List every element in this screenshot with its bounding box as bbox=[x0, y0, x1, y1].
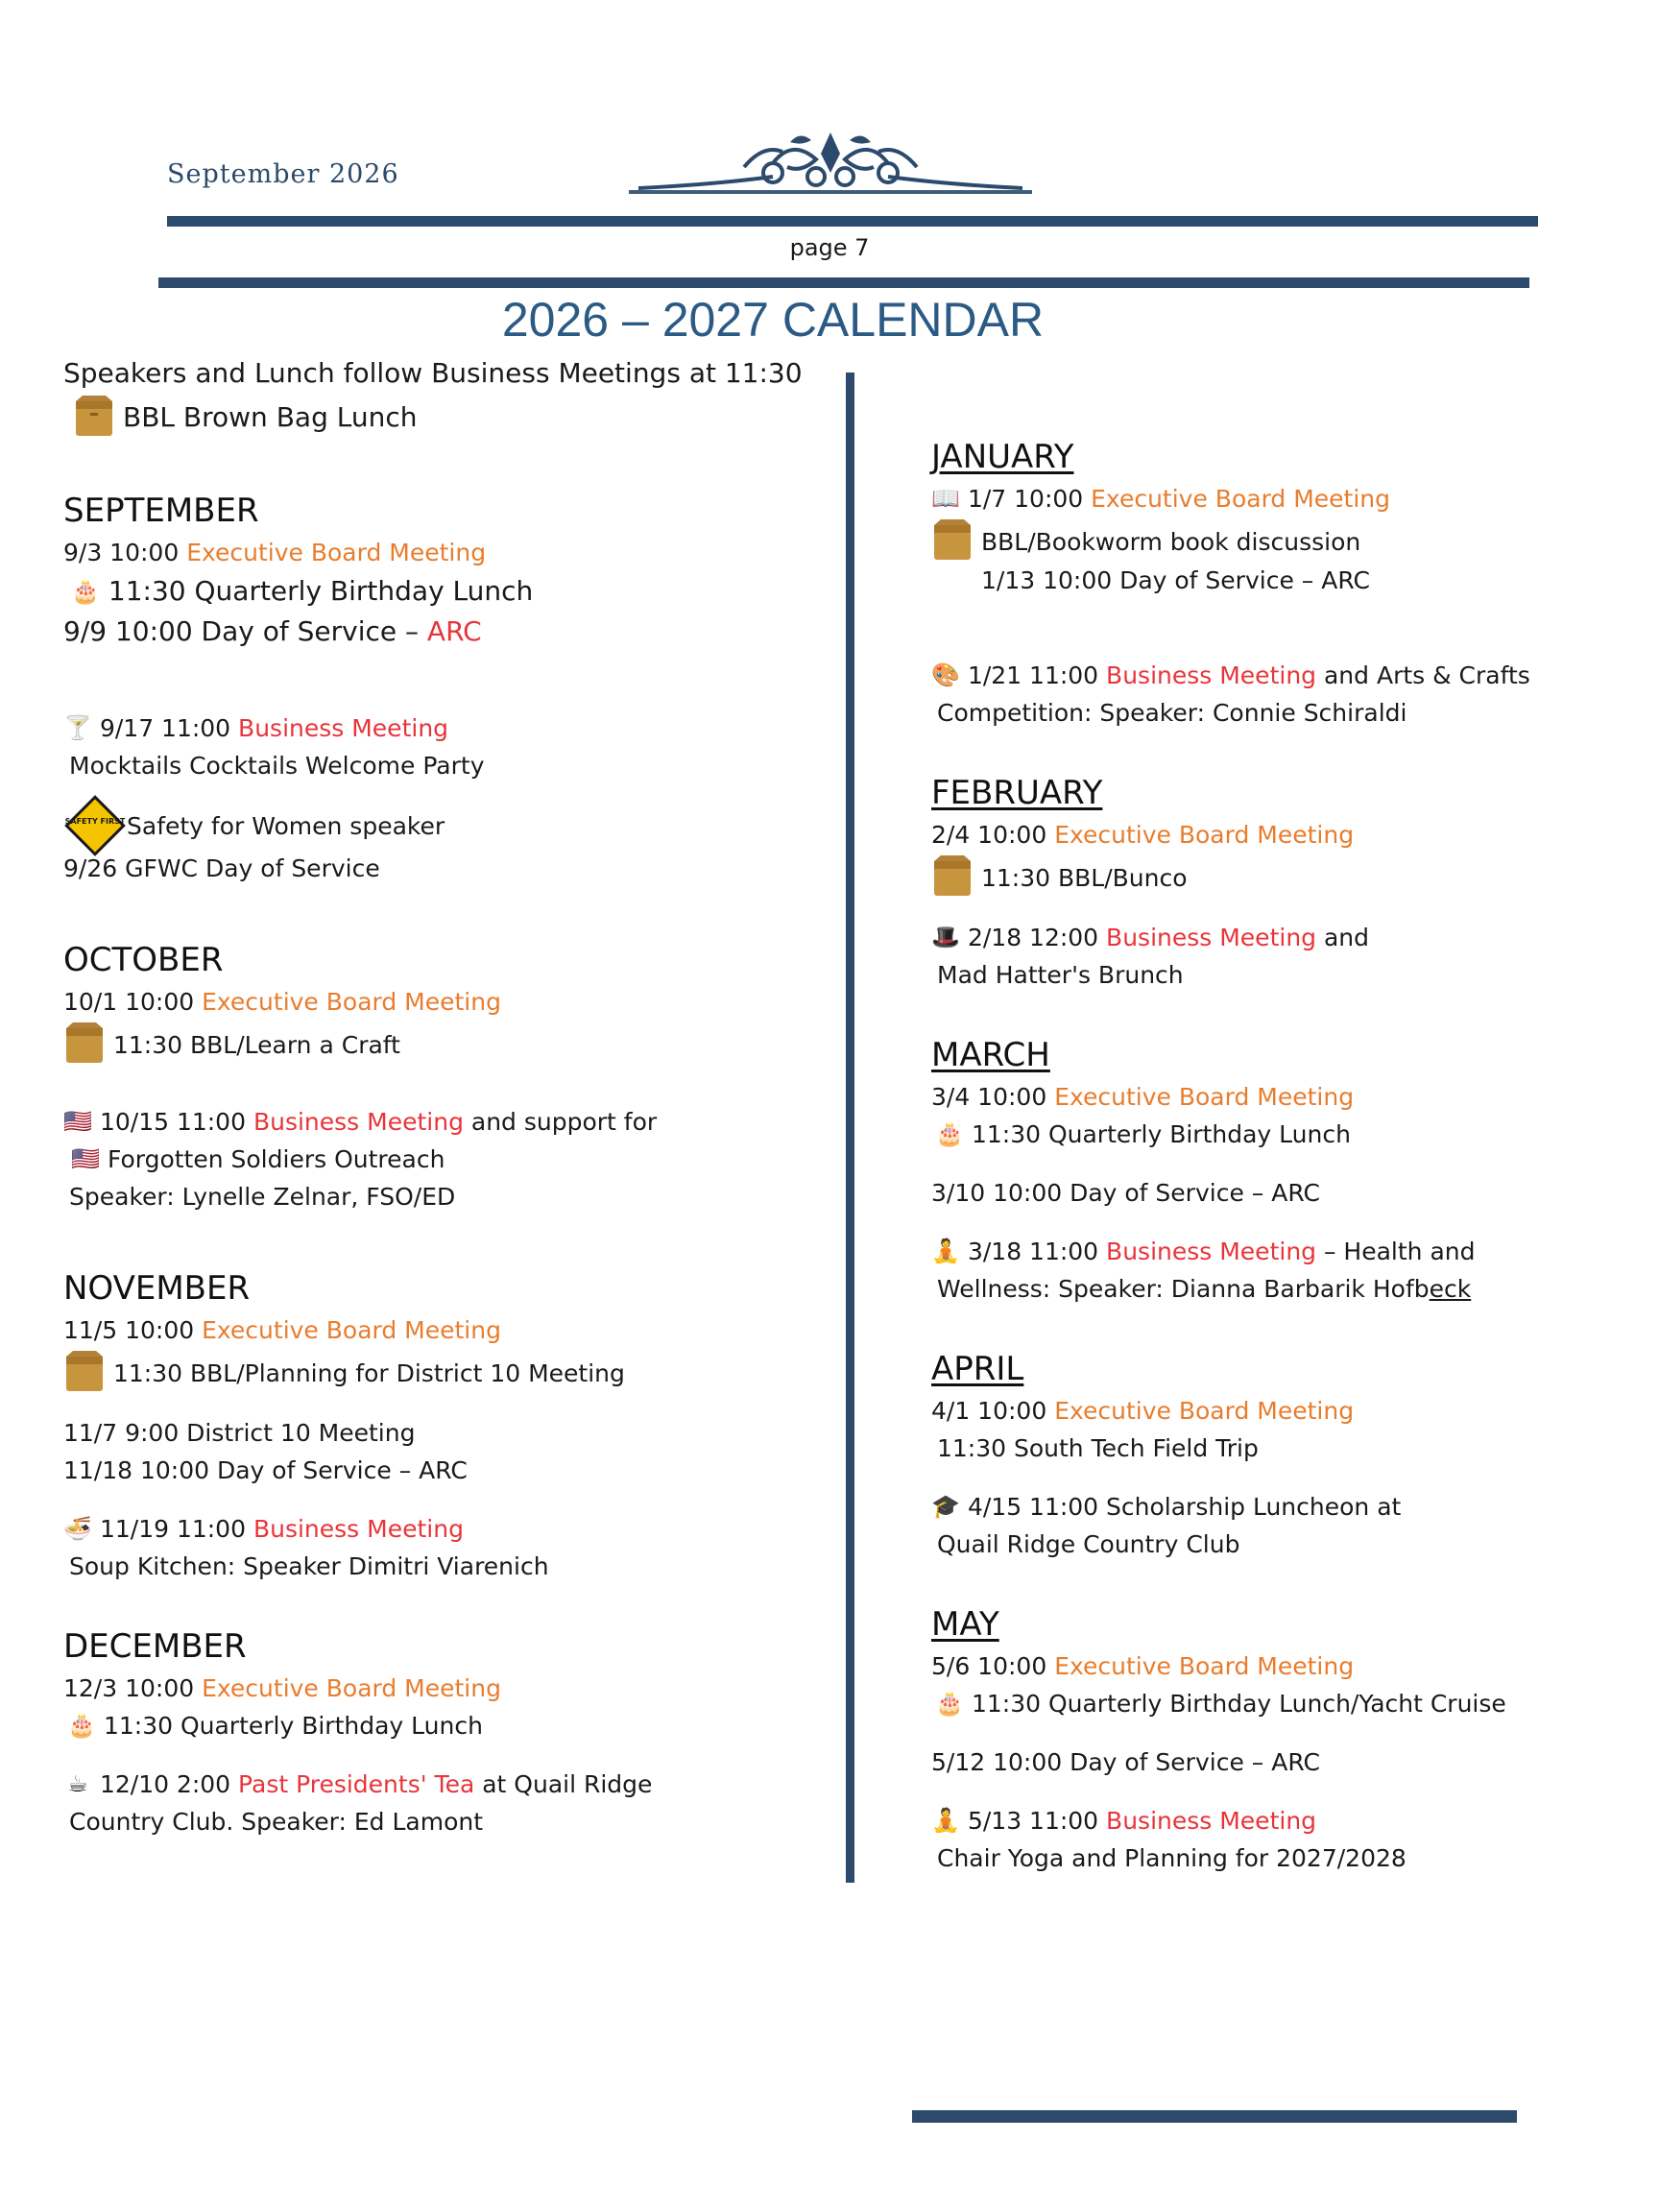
jan-bm bbox=[931, 657, 1603, 694]
jan-bm-date: 1/21 11:00 bbox=[967, 661, 1099, 689]
mar-bm-desc bbox=[931, 1270, 1603, 1308]
month-september: SEPTEMBER bbox=[63, 492, 259, 530]
meditation-icon: 🧘 bbox=[931, 1807, 960, 1834]
may-bday-text: 11:30 Quarterly Birthday Lunch/Yacht Cruise bbox=[971, 1690, 1506, 1718]
nov-bbl-text: 11:30 BBL/Planning for District 10 Meeting bbox=[113, 1359, 625, 1387]
nov-ebm-date: 11/5 10:00 bbox=[63, 1316, 195, 1344]
month-january: JANUARY bbox=[931, 438, 1074, 476]
sep-gfwc: 9/26 GFWC Day of Service bbox=[63, 854, 380, 882]
dec-tea-date: 12/10 2:00 bbox=[99, 1770, 231, 1798]
us-flag-icon: 🇺🇸 bbox=[71, 1145, 100, 1172]
month-november: NOVEMBER bbox=[63, 1269, 251, 1308]
page-number: page 7 bbox=[789, 234, 870, 261]
ornament-flourish-icon bbox=[629, 125, 1032, 198]
dec-ebm bbox=[63, 1670, 831, 1707]
jan-bm-desc: Competition: Speaker: Connie Schiraldi bbox=[937, 699, 1407, 727]
brown-bag-icon bbox=[73, 394, 115, 438]
open-book-icon: 📖 bbox=[931, 485, 960, 512]
feb-bm-desc: Mad Hatter's Brunch bbox=[937, 961, 1184, 989]
month-december: DECEMBER bbox=[63, 1627, 247, 1666]
safety-sign-text: SAFETY FIRST bbox=[64, 817, 126, 826]
mar-bm-after: – Health and bbox=[1323, 1238, 1476, 1265]
page-title: 2026 – 2027 CALENDAR bbox=[501, 293, 1045, 347]
sep-safety bbox=[63, 794, 831, 857]
feb-bm bbox=[931, 919, 1603, 956]
soup-bowl-icon: 🍜 bbox=[63, 1515, 92, 1542]
month-march: MARCH bbox=[931, 1036, 1050, 1074]
sep-bm bbox=[63, 709, 831, 747]
month-may: MAY bbox=[931, 1605, 999, 1644]
sep-bday bbox=[63, 571, 831, 612]
nov-dos: 11/18 10:00 Day of Service – ARC bbox=[63, 1456, 468, 1484]
sep-bm-date: 9/17 11:00 bbox=[99, 714, 231, 742]
jan-bm-label: Business Meeting bbox=[1106, 661, 1317, 689]
apr-ebm-label: Executive Board Meeting bbox=[1054, 1397, 1355, 1425]
apr-trip: 11:30 South Tech Field Trip bbox=[937, 1434, 1259, 1462]
top-rule bbox=[167, 216, 1538, 227]
feb-bm-label: Business Meeting bbox=[1106, 924, 1317, 951]
oct-bm-label: Business Meeting bbox=[252, 1108, 464, 1136]
month-october: OCTOBER bbox=[63, 941, 224, 979]
apr-scholar-desc: Quail Ridge Country Club bbox=[937, 1530, 1240, 1558]
dec-tea-after: at Quail Ridge bbox=[482, 1770, 653, 1798]
mar-bm-desc-a: Wellness: Speaker: Dianna Barbarik Hofb bbox=[937, 1275, 1430, 1303]
dec-tea-label: Past Presidents' Tea bbox=[238, 1770, 475, 1798]
month-february: FEBRUARY bbox=[931, 774, 1103, 812]
oct-bm-date: 10/15 11:00 bbox=[99, 1108, 246, 1136]
tea-cup-icon: ☕ bbox=[67, 1770, 88, 1797]
nov-district: 11/7 9:00 District 10 Meeting bbox=[63, 1419, 416, 1447]
oct-bbl-text: 11:30 BBL/Learn a Craft bbox=[113, 1031, 400, 1059]
sep-dos-text: 9/9 10:00 Day of Service – bbox=[63, 615, 420, 647]
may-bm bbox=[931, 1802, 1603, 1839]
birthday-cake-icon: 🎂 bbox=[67, 1712, 96, 1739]
us-flag-icon: 🇺🇸 bbox=[63, 1108, 92, 1135]
dec-tea-desc: Country Club. Speaker: Ed Lamont bbox=[69, 1808, 484, 1836]
may-ebm-label: Executive Board Meeting bbox=[1054, 1652, 1355, 1680]
birthday-cake-icon: 🎂 bbox=[71, 578, 100, 605]
sep-safety-text: Safety for Women speaker bbox=[127, 812, 445, 840]
sep-ebm-label: Executive Board Meeting bbox=[186, 539, 487, 566]
feb-bbl bbox=[931, 854, 1603, 898]
nov-bm-date: 11/19 11:00 bbox=[99, 1515, 246, 1543]
mar-ebm-label: Executive Board Meeting bbox=[1054, 1083, 1355, 1111]
may-ebm-date: 5/6 10:00 bbox=[931, 1652, 1047, 1680]
mar-bm-desc-b: eck bbox=[1429, 1275, 1472, 1303]
oct-speaker: Speaker: Lynelle Zelnar, FSO/ED bbox=[69, 1183, 456, 1211]
feb-bbl-text: 11:30 BBL/Bunco bbox=[981, 864, 1188, 892]
month-april: APRIL bbox=[931, 1350, 1024, 1388]
left-column bbox=[63, 353, 831, 1840]
oct-ebm-label: Executive Board Meeting bbox=[202, 988, 501, 1016]
dec-ebm-label: Executive Board Meeting bbox=[202, 1674, 501, 1702]
sep-bm-desc: Mocktails Cocktails Welcome Party bbox=[69, 752, 485, 780]
brown-bag-icon bbox=[63, 1349, 106, 1393]
oct-ebm-date: 10/1 10:00 bbox=[63, 988, 195, 1016]
nov-bm bbox=[63, 1510, 831, 1548]
sep-dos-place: ARC bbox=[426, 615, 482, 647]
mar-bday bbox=[931, 1116, 1603, 1153]
sep-bday-text: 11:30 Quarterly Birthday Lunch bbox=[108, 575, 534, 607]
oct-bm-after: and support for bbox=[470, 1108, 658, 1136]
column-divider bbox=[846, 373, 854, 1883]
bottom-rule bbox=[912, 2110, 1517, 2123]
apr-scholar-text: 4/15 11:00 Scholarship Luncheon at bbox=[967, 1493, 1402, 1521]
may-dos: 5/12 10:00 Day of Service – ARC bbox=[931, 1748, 1320, 1776]
nov-ebm bbox=[63, 1311, 831, 1349]
may-bday bbox=[931, 1685, 1603, 1722]
may-bm-desc: Chair Yoga and Planning for 2027/2028 bbox=[937, 1844, 1407, 1872]
meditation-icon: 🧘 bbox=[931, 1238, 960, 1264]
brown-bag-icon bbox=[931, 854, 974, 898]
jan-dos: 1/13 10:00 Day of Service – ARC bbox=[981, 566, 1370, 594]
intro-note: Speakers and Lunch follow Business Meetings at 11:30 bbox=[63, 357, 803, 389]
jan-bm-after: and Arts & Crafts bbox=[1323, 661, 1530, 689]
mar-dos: 3/10 10:00 Day of Service – ARC bbox=[931, 1179, 1320, 1207]
may-bm-label: Business Meeting bbox=[1106, 1807, 1317, 1835]
mar-ebm bbox=[931, 1078, 1603, 1116]
brown-bag-icon bbox=[931, 517, 974, 562]
feb-bm-after: and bbox=[1323, 924, 1370, 951]
second-rule bbox=[158, 277, 1529, 288]
dec-ebm-date: 12/3 10:00 bbox=[63, 1674, 195, 1702]
sep-ebm bbox=[63, 534, 831, 571]
mar-bm-label: Business Meeting bbox=[1106, 1238, 1317, 1265]
oct-outreach-text: Forgotten Soldiers Outreach bbox=[107, 1145, 445, 1173]
issue-date: September 2026 bbox=[167, 159, 399, 189]
bbl-legend-text: BBL Brown Bag Lunch bbox=[123, 401, 418, 433]
mar-ebm-date: 3/4 10:00 bbox=[931, 1083, 1047, 1111]
oct-bm bbox=[63, 1103, 831, 1141]
feb-bm-date: 2/18 12:00 bbox=[967, 924, 1099, 951]
jan-bbl bbox=[931, 517, 1603, 562]
graduation-cap-icon: 🎓 bbox=[931, 1493, 960, 1520]
sep-bm-label: Business Meeting bbox=[238, 714, 449, 742]
dec-bday-text: 11:30 Quarterly Birthday Lunch bbox=[103, 1712, 483, 1740]
birthday-cake-icon: 🎂 bbox=[935, 1120, 964, 1147]
cocktail-icon: 🍸 bbox=[63, 714, 92, 741]
palette-icon: 🎨 bbox=[931, 661, 960, 688]
safety-first-sign-icon bbox=[63, 794, 127, 857]
sep-dos bbox=[63, 612, 831, 652]
apr-ebm bbox=[931, 1392, 1603, 1430]
feb-ebm-date: 2/4 10:00 bbox=[931, 821, 1047, 849]
right-column bbox=[931, 434, 1603, 1877]
oct-outreach bbox=[63, 1141, 831, 1178]
oct-ebm bbox=[63, 983, 831, 1021]
sep-ebm-date: 9/3 10:00 bbox=[63, 539, 180, 566]
feb-ebm-label: Executive Board Meeting bbox=[1054, 821, 1355, 849]
bbl-legend bbox=[63, 394, 831, 438]
jan-bbl-text: BBL/Bookworm book discussion bbox=[981, 528, 1361, 556]
mar-bm bbox=[931, 1233, 1603, 1270]
dec-tea bbox=[63, 1766, 831, 1803]
may-ebm bbox=[931, 1647, 1603, 1685]
apr-ebm-date: 4/1 10:00 bbox=[931, 1397, 1047, 1425]
top-hat-icon: 🎩 bbox=[931, 924, 960, 950]
may-bm-date: 5/13 11:00 bbox=[967, 1807, 1099, 1835]
nov-bm-label: Business Meeting bbox=[252, 1515, 464, 1543]
jan-ebm-label: Executive Board Meeting bbox=[1091, 485, 1391, 513]
birthday-cake-icon: 🎂 bbox=[935, 1690, 964, 1717]
nov-bbl bbox=[63, 1349, 831, 1393]
nov-ebm-label: Executive Board Meeting bbox=[202, 1316, 501, 1344]
jan-ebm-date: 1/7 10:00 bbox=[967, 485, 1084, 513]
brown-bag-icon bbox=[63, 1021, 106, 1065]
jan-ebm bbox=[931, 480, 1603, 517]
nov-bm-desc: Soup Kitchen: Speaker Dimitri Viarenich bbox=[69, 1552, 549, 1580]
mar-bm-date: 3/18 11:00 bbox=[967, 1238, 1099, 1265]
apr-scholar bbox=[931, 1488, 1603, 1526]
mar-bday-text: 11:30 Quarterly Birthday Lunch bbox=[971, 1120, 1351, 1148]
oct-bbl bbox=[63, 1021, 831, 1065]
dec-bday bbox=[63, 1707, 831, 1744]
feb-ebm bbox=[931, 816, 1603, 854]
